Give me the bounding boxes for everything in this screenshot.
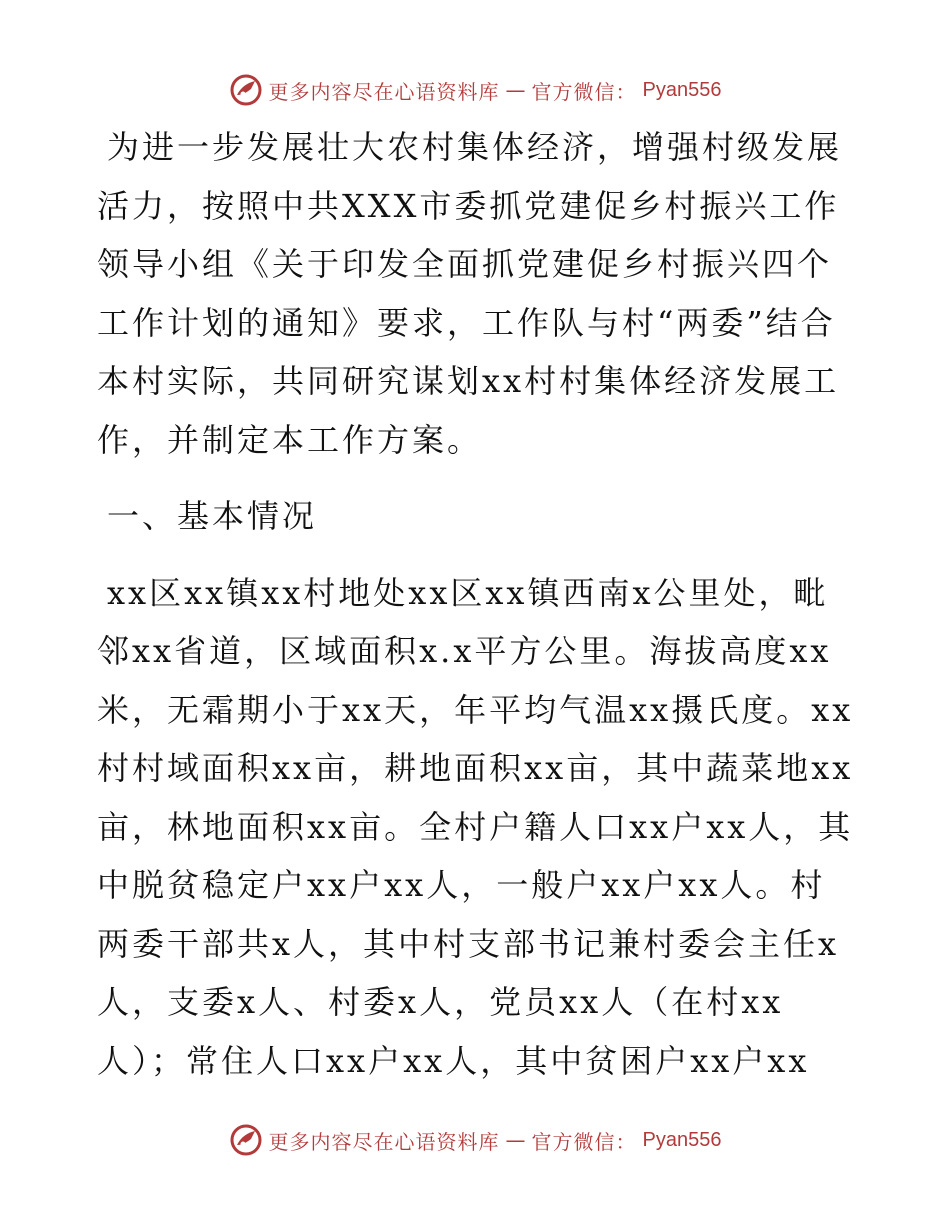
watermark-header (0, 70, 950, 110)
watermark-separator: — (505, 78, 526, 102)
watermark-text: 更多内容尽在心语资料库 (268, 1129, 500, 1154)
watermark-wechat-id: Pyan556 (642, 78, 722, 101)
document-body (97, 118, 857, 1090)
watermark-separator: — (505, 1128, 526, 1152)
watermark-official-label: 官方微信： (531, 1129, 637, 1154)
watermark-text: 更多内容尽在心语资料库 (268, 79, 500, 104)
pen-logo-icon (229, 1123, 263, 1157)
watermark-footer (0, 1120, 950, 1160)
basic-info-paragraph: xx区xx镇xx村地处xx区xx镇西南x公里处，毗邻xx省道，区域面积x.x平方公里。海拔高度xx米，无霜期小于xx天，年平均气温xx摄氏度。xx村村域面积xx亩，耕地面积xx亩，其中蔬菜地xx亩，林地面积xx亩。全村户籍人口xx户xx人，其中脱贫稳定户xx户xx人，一般户xx户xx人。村两委干部共x人，其中村支部书记兼村委会主任x人，支委x人、村委x人，党员xx人（在村xx人）；常住人口xx户xx人，其中贫困户xx户xx (97, 573, 854, 1080)
watermark-wechat-id: Pyan556 (642, 1128, 722, 1151)
section-heading: 一、基本情况 (107, 497, 318, 535)
intro-paragraph: 为进一步发展壮大农村集体经济，增强村级发展活力，按照中共XXX市委抓党建促乡村振兴工作领导小组《关于印发全面抓党建促乡村振兴四个工作计划的通知》要求，工作队与村“两委”结合本村实际，共同研究谋划xx村村集体经济发展工作，并制定本工作方案。 (97, 128, 843, 459)
pen-logo-icon (229, 73, 263, 107)
watermark-official-label: 官方微信： (531, 79, 637, 104)
